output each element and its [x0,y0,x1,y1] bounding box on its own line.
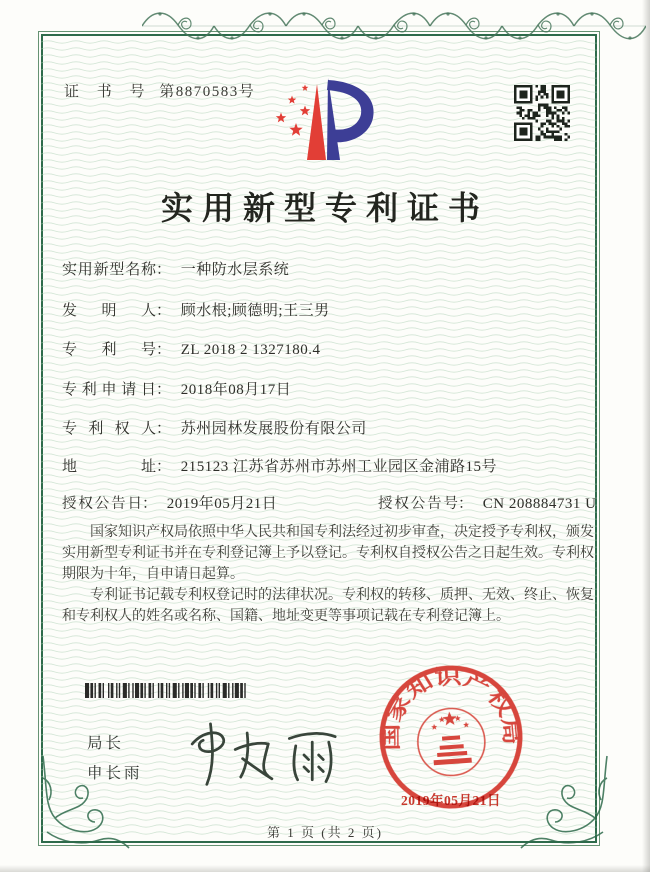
legal-paragraph-2: 专利证书记载专利权登记时的法律状况。专利权的转移、质押、无效、终止、恢复和专利权人的姓名或名称、国籍、地址变更等事项记载在专利登记簿上。 [62,588,594,624]
field-label: 发明人 [62,303,156,319]
signer-name: 申长雨 [87,765,143,782]
field-patentee [62,417,367,438]
field-value: 2018年08月17日 [180,382,292,398]
field-address [62,455,497,476]
field-value: 215123 江苏省苏州市苏州工业园区金浦路15号 [180,459,498,475]
field-value: 2019年05月21日 [166,496,278,512]
certificate-number [64,80,255,101]
field-grant-number [378,492,596,513]
colon: ： [156,262,172,278]
handwritten-signature [183,716,348,794]
seal-date: 2019年05月21日 [401,793,501,808]
field-value: 一种防水层系统 [180,262,290,278]
colon: ： [156,421,172,437]
signer-block [87,729,143,789]
cnipa-logo [265,72,380,167]
certificate-title: 实用新型专利证书 [160,190,489,226]
field-value: CN 208884731 U [482,496,597,512]
field-value: 顾水根;顾德明;王三男 [180,303,330,319]
barcode [85,683,250,698]
field-label: 专利权人 [62,421,156,437]
field-label: 授权公告号 [378,496,458,512]
field-label: 专利申请日 [62,382,156,398]
colon: ： [142,496,158,512]
page-edge-shadow-bottom [0,865,650,872]
field-filing-date [62,378,291,399]
field-grant-date [62,496,277,512]
page-edge-shadow-right [642,0,650,872]
colon: ： [156,459,172,475]
field-grant-row [62,492,598,513]
legal-text [62,522,594,627]
seal-text: 国家知识产权局 [378,664,524,751]
field-patent-number [62,338,321,359]
field-label: 授权公告日 [62,496,142,512]
official-red-seal [371,657,531,817]
legal-paragraph-1: 国家知识产权局依照中华人民共和国专利法经过初步审查，决定授予专利权，颁发实用新型专利证书并在专利登记簿上予以登记。专利权自授权公告之日起生效。专利权期限为十年，自申请日起算。 [62,525,594,582]
certificate-number-label: 证 书 号 [64,84,152,100]
colon: ： [156,342,172,358]
certificate-number-value: 第8870583号 [159,84,256,100]
ornamental-border-top [142,5,646,47]
field-inventors [62,299,330,320]
qr-code [514,85,570,141]
signer-title: 局长 [87,735,125,752]
page-footer: 第 1 页 (共 2 页) [267,825,383,840]
field-label: 实用新型名称 [62,262,156,278]
field-utility-model-name [62,258,289,279]
field-value: 苏州园林发展股份有限公司 [180,421,367,437]
colon: ： [156,382,172,398]
colon: ： [458,496,474,512]
field-label: 地址 [62,459,156,475]
field-value: ZL 2018 2 1327180.4 [180,342,321,358]
colon: ： [156,303,172,319]
field-label: 专利号 [62,342,156,358]
